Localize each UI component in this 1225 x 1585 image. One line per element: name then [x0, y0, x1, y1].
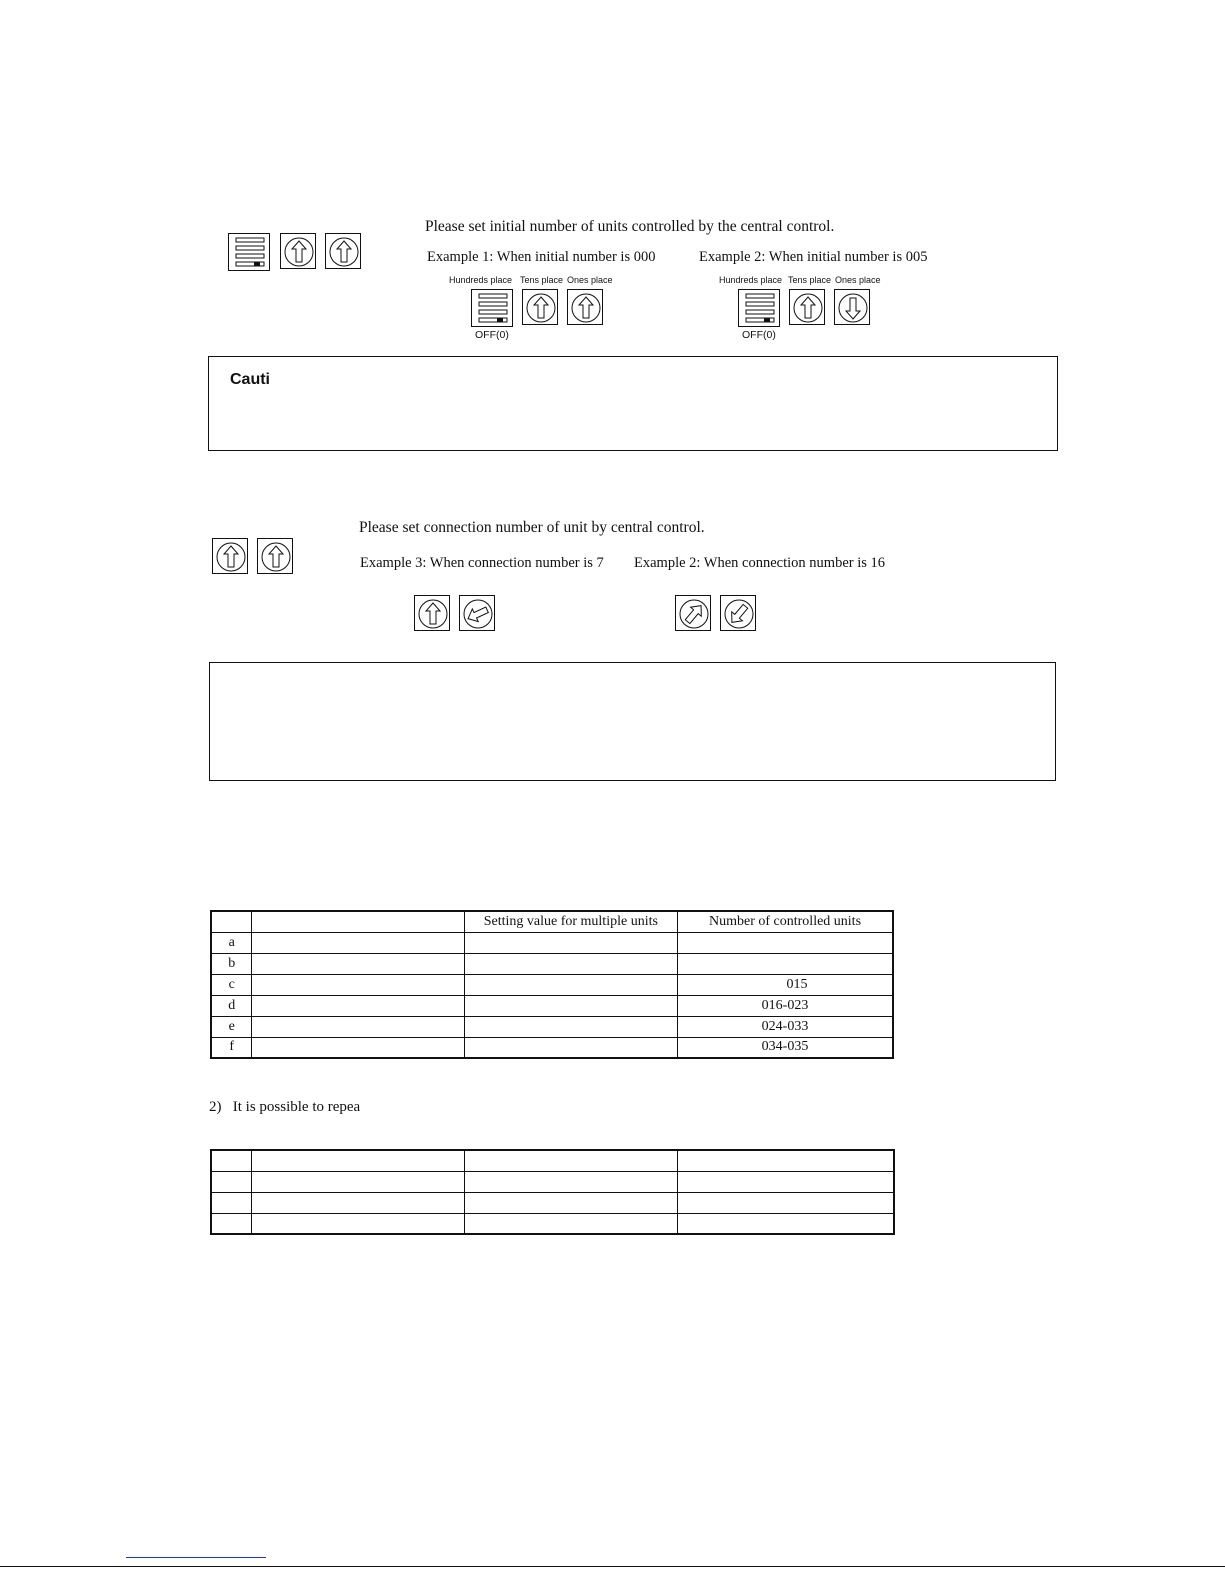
caution-box: [208, 356, 1058, 451]
ones-place-label: Ones place: [835, 275, 881, 285]
tens-place-label: Tens place: [520, 275, 564, 285]
table-cell: [252, 1192, 464, 1213]
table-row: [211, 1037, 893, 1058]
table-cell: [252, 1171, 464, 1192]
rotary-switch-up-icon: [212, 538, 248, 574]
table-cell: [464, 932, 677, 953]
table-cell: [211, 1213, 252, 1234]
table-row: [211, 1192, 894, 1213]
ones-place-label: Ones place: [567, 275, 613, 285]
rotary-switch-up-icon: [789, 289, 825, 325]
rotary-switch-up-icon: [567, 289, 603, 325]
table-cell: [678, 953, 893, 974]
rotary-switch-up-icon: [522, 289, 558, 325]
section2-instruction: Please set connection number of unit by central control.: [359, 519, 705, 536]
table-row: [211, 1016, 893, 1037]
table-cell: 016-023: [678, 995, 893, 1016]
table-cell: [464, 953, 677, 974]
footer-link-underline: [126, 1557, 266, 1558]
off-label: OFF(0): [475, 329, 509, 341]
table-cell: [464, 1016, 677, 1037]
rotary-switch-up-icon: [414, 595, 450, 631]
caution-title: Cauti: [230, 371, 270, 388]
table-cell: [464, 1213, 677, 1234]
table-header-row: [211, 911, 893, 932]
table-header-cell: Number of controlled units: [678, 911, 893, 932]
table-row: [211, 995, 893, 1016]
dip-switch-icon: [471, 289, 513, 327]
table-cell: [252, 953, 464, 974]
row-label: d: [211, 995, 252, 1016]
hundreds-place-label: Hundreds place: [449, 275, 513, 285]
row-label: f: [211, 1037, 252, 1058]
off-label: OFF(0): [742, 329, 776, 341]
table-cell: [464, 974, 677, 995]
dip-switch-icon: [738, 289, 780, 327]
table-row: [211, 953, 893, 974]
table-cell: [252, 932, 464, 953]
footer-rule: [0, 1566, 1225, 1567]
row-label: c: [211, 974, 252, 995]
table-cell: [464, 1150, 677, 1171]
table-cell: 024-033: [678, 1016, 893, 1037]
table-cell: 034-035: [678, 1037, 893, 1058]
table-cell: [678, 1150, 894, 1171]
table-row: [211, 1171, 894, 1192]
rotary-switch-left-down-icon: [459, 595, 495, 631]
table-cell: [464, 995, 677, 1016]
rotary-switch-up-right-icon: [675, 595, 711, 631]
table-cell: [678, 932, 893, 953]
table-header-cell: [211, 911, 252, 932]
table-row: [211, 932, 893, 953]
table-cell: [464, 1037, 677, 1058]
caution-box-2: [209, 662, 1056, 781]
settings-table: [210, 910, 894, 1059]
example2b-title: Example 2: When connection number is 16: [634, 555, 886, 571]
table-cell: [211, 1171, 252, 1192]
example1-title: Example 1: When initial number is 000: [427, 249, 656, 265]
table-header-cell: Setting value for multiple units: [464, 911, 677, 932]
rotary-switch-up-icon: [280, 233, 316, 269]
table-cell: [252, 974, 464, 995]
row-label: b: [211, 953, 252, 974]
example3-title: Example 3: When connection number is 7: [360, 555, 604, 571]
dip-switch-icon: [228, 233, 270, 271]
hundreds-place-label: Hundreds place: [719, 275, 783, 285]
table-row: [211, 974, 893, 995]
tens-place-label: Tens place: [788, 275, 832, 285]
table-cell: 015: [678, 974, 893, 995]
table-row: [211, 1150, 894, 1171]
table-row: [211, 1213, 894, 1234]
table-cell: [211, 1192, 252, 1213]
table-cell: [678, 1171, 894, 1192]
table-cell: [464, 1171, 677, 1192]
rotary-switch-down-left-icon: [720, 595, 756, 631]
rotary-switch-up-icon: [257, 538, 293, 574]
row-label: a: [211, 932, 252, 953]
table-cell: [678, 1192, 894, 1213]
example2-title: Example 2: When initial number is 005: [699, 249, 928, 265]
table-cell: [252, 1213, 464, 1234]
table-header-cell: [252, 911, 464, 932]
table-cell: [211, 1150, 252, 1171]
table-cell: [464, 1192, 677, 1213]
section1-instruction: Please set initial number of units controlled by the central control.: [425, 218, 835, 235]
repeat-table: [210, 1149, 895, 1235]
table-cell: [252, 1037, 464, 1058]
rotary-switch-down-icon: [834, 289, 870, 325]
table-cell: [252, 1150, 464, 1171]
table-cell: [678, 1213, 894, 1234]
table-cell: [252, 1016, 464, 1037]
rotary-switch-up-icon: [325, 233, 361, 269]
row-label: e: [211, 1016, 252, 1037]
table-cell: [252, 995, 464, 1016]
note-2: 2) It is possible to repea: [209, 1099, 361, 1115]
